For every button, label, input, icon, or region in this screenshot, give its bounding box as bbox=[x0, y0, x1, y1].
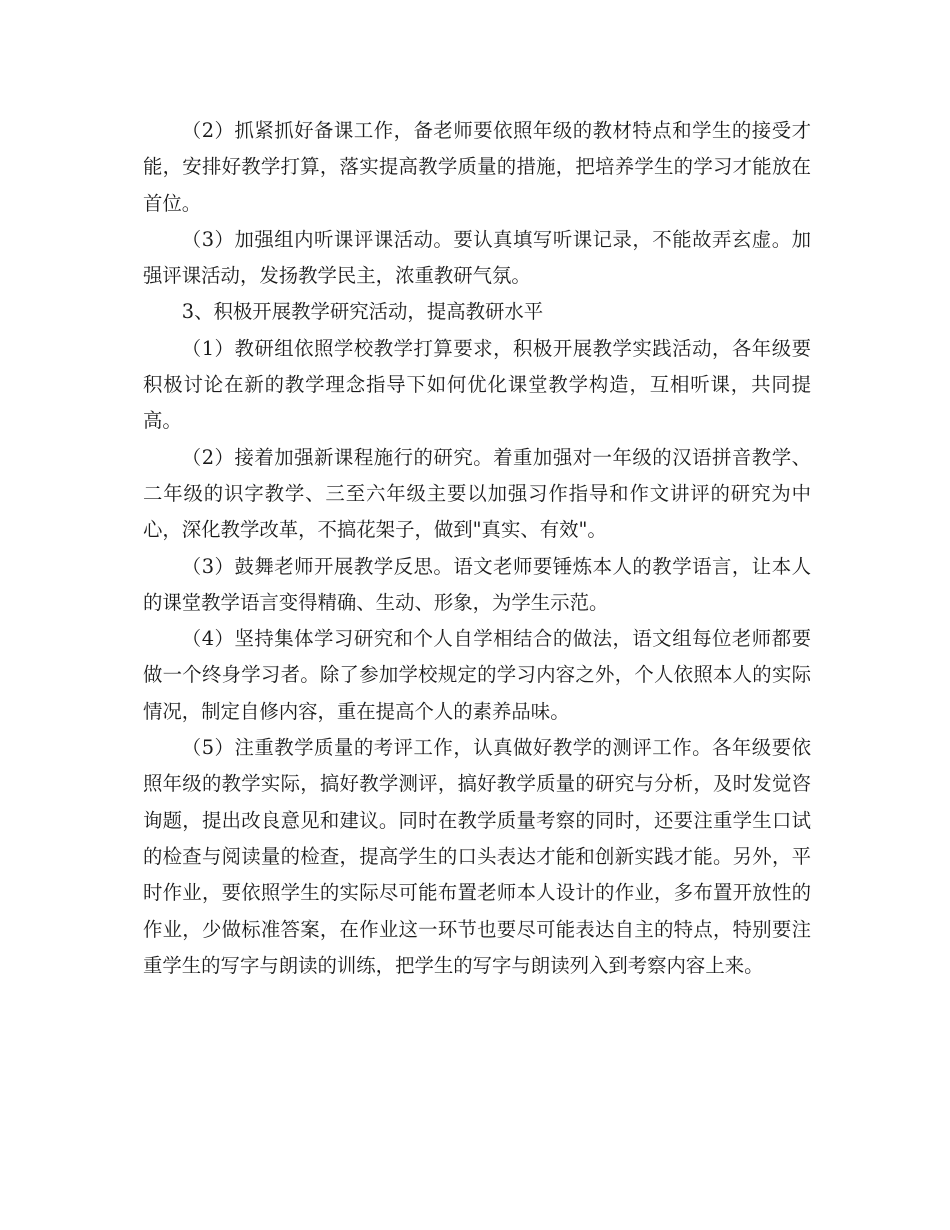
section-heading-teaching-research: 3、积极开展教学研究活动，提高教研水平 bbox=[181, 300, 544, 324]
paragraph-quality-evaluation: （5）注重教学质量的考评工作，认真做好教学的测评工作。各年级要依照年级的教学实际，搞好教学测评，搞好教学质量的研究与分析，及时发觉咨询题，提出改良意见和建议。同时在教学质量考察的同时，还要注重学生口试的检查与阅读量的检查，提高学生的口头表达才能和创新实践才能。另外，平时作业，要依照学生的实际尽可能布置老师本人设计的作业，多布置开放性的作业，少做标准答案，在作业这一环节也要尽可能表达自主的特点，特别要注重学生的写字与朗读的训练，把学生的写字与朗读列入到考察内容上来。 bbox=[143, 736, 811, 977]
paragraph-teaching-reflection: （3）鼓舞老师开展教学反思。语文老师要锤炼本人的教学语言，让本人的课堂教学语言变得精确、生动、形象，为学生示范。 bbox=[143, 554, 811, 614]
paragraph-practice-activities: （1）教研组依照学校教学打算要求，积极开展教学实践活动，各年级要积极讨论在新的教学理念指导下如何优化课堂教学构造，互相听课，共同提高。 bbox=[143, 336, 811, 433]
paragraph-collective-study: （4）坚持集体学习研究和个人自学相结合的做法，语文组每位老师都要做一个终身学习者。除了参加学校规定的学习内容之外，个人依照本人的实际情况，制定自修内容，重在提高个人的素养品味。 bbox=[143, 627, 811, 723]
paragraph-prep-lessons: （2）抓紧抓好备课工作，备老师要依照年级的教材特点和学生的接受才能，安排好教学打算，落实提高教学质量的措施，把培养学生的学习才能放在首位。 bbox=[143, 119, 811, 215]
document-body bbox=[143, 113, 811, 984]
paragraph-lesson-observation: （3）加强组内听课评课活动。要认真填写听课记录，不能故弄玄虚。加强评课活动，发扬教学民主，浓重教研气氛。 bbox=[143, 227, 811, 288]
paragraph-new-curriculum: （2）接着加强新课程施行的研究。着重加强对一年级的汉语拼音教学、二年级的识字教学、三至六年级主要以加强习作指导和作文讲评的研究为中心，深化教学改革，不搞花架子，做到"真实、有效"。 bbox=[143, 445, 811, 542]
